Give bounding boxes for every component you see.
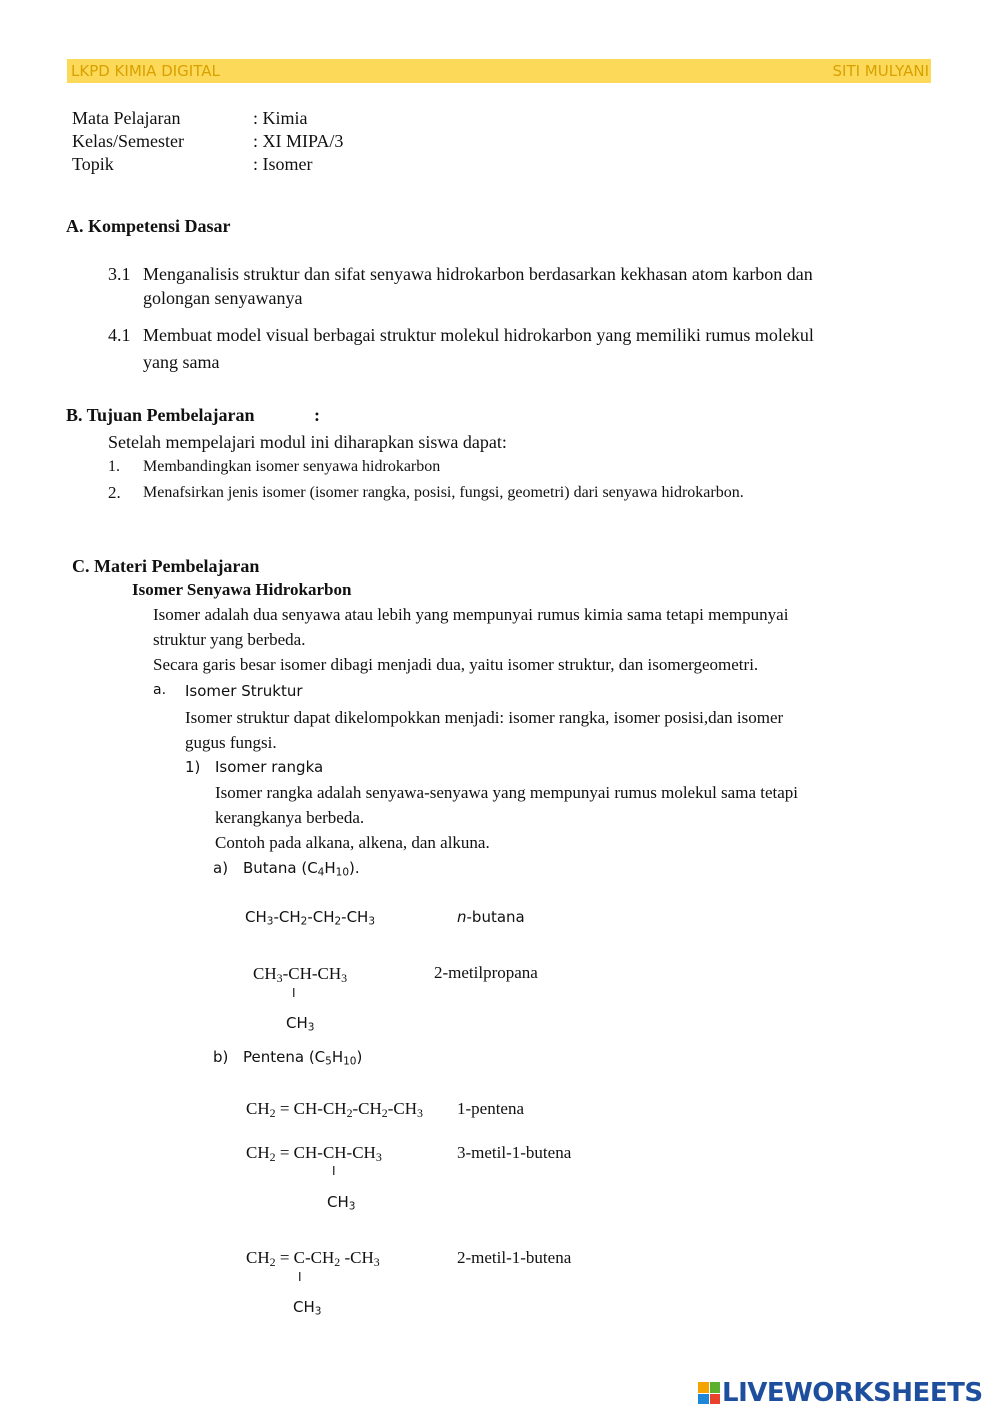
formula-2-metil-1-butena: $CH_2 = C-CH_2$ $-CH_3$ <box>246 1248 380 1269</box>
paragraph-text: Isomer adalah dua senyawa atau lebih yang mempunyai rumus kimia sama tetapi mempunyai <box>153 605 789 624</box>
info-label-class: Kelas/Semester <box>72 131 184 151</box>
formula-metilpropana: $CH_3-CH-CH_3$ <box>253 964 348 985</box>
info-value-subject: : Kimia <box>253 108 308 128</box>
example-label: b) <box>213 1048 229 1066</box>
logo-grid-icon <box>698 1382 720 1404</box>
header-author: SITI MULYANI <box>832 62 929 80</box>
section-c-title: C. Materi Pembelajaran <box>72 556 260 576</box>
compound-name: 3-metil-1-butena <box>457 1143 572 1162</box>
example-title-pentena: Pentena $(C_5H_{10})$ <box>243 1048 363 1068</box>
paragraph-text: Isomer rangka adalah senyawa-senyawa yang mempunyai rumus molekul sama tetapi <box>215 783 798 802</box>
header-title: LKPD KIMIA DIGITAL <box>71 62 220 80</box>
liveworksheets-logo[interactable] <box>698 1378 983 1408</box>
paragraph-text: Secara garis besar isomer dibagi menjadi dua, yaitu isomer struktur, dan isomergeometri. <box>153 655 759 674</box>
info-label-subject: Mata Pelajaran <box>72 108 181 128</box>
section-b-colon: : <box>314 405 320 425</box>
formula-3-metil-1-butena: $CH_2 = CH-CH-CH_3$ <box>246 1143 382 1164</box>
compound-name: 2-metil-1-butena <box>457 1248 572 1267</box>
paragraph-text: Isomer struktur dapat dikelompokkan menjadi: isomer rangka, isomer posisi,dan isomer <box>185 708 784 727</box>
kd-text: golongan senyawanya <box>143 288 303 308</box>
item-label: 1) <box>185 758 201 776</box>
info-value-topic: : Isomer <box>253 154 313 174</box>
subsection-title: Isomer Struktur <box>185 682 303 700</box>
logo-text: LIVEWORKSHEETS <box>722 1378 983 1408</box>
paragraph-text: struktur yang berbeda. <box>153 630 306 649</box>
methyl-branch: $CH_3$ <box>293 1298 322 1318</box>
info-value-class: : XI MIPA/3 <box>253 131 344 151</box>
paragraph-text: kerangkanya berbeda. <box>215 808 365 827</box>
kd-number: 4.1 <box>108 325 131 345</box>
formula-1-pentena: $CH_2 = CH-CH_2-CH_2-CH_3$ <box>246 1099 423 1120</box>
compound-name: n-butana <box>457 908 525 926</box>
item-title: Isomer rangka <box>215 758 324 776</box>
paragraph-text: Contoh pada alkana, alkena, dan alkuna. <box>215 833 490 852</box>
formula-n-butana: $CH_3-CH_2-CH_2-CH_3$ <box>245 908 376 928</box>
example-title-butana: Butana $(C_4H_{10})$. <box>243 859 360 879</box>
section-b-title: B. Tujuan Pembelajaran <box>66 405 255 425</box>
objective-intro: Setelah mempelajari modul ini diharapkan siswa dapat: <box>108 432 507 452</box>
example-label: a) <box>213 859 229 877</box>
kd-text: yang sama <box>143 352 220 372</box>
methyl-branch: $CH_3$ <box>327 1193 356 1213</box>
paragraph-text: gugus fungsi. <box>185 733 277 752</box>
bond-line: I <box>332 1164 336 1178</box>
bond-line: I <box>298 1270 302 1284</box>
kd-text: Menganalisis struktur dan sifat senyawa hidrokarbon berdasarkan kekhasan atom karbon dan <box>143 264 813 284</box>
info-label-topic: Topik <box>72 154 114 174</box>
subsection-label: a. <box>153 682 167 698</box>
kd-number: 3.1 <box>108 264 131 284</box>
bond-line: I <box>292 986 296 1000</box>
objective-number: 1. <box>108 458 120 475</box>
objective-number: 2. <box>108 483 121 502</box>
section-c-subtitle: Isomer Senyawa Hidrokarbon <box>132 580 352 599</box>
objective-text: Membandingkan isomer senyawa hidrokarbon <box>143 458 441 475</box>
compound-name: 1-pentena <box>457 1099 525 1118</box>
section-a-title: A. Kompetensi Dasar <box>66 216 231 236</box>
kd-text: Membuat model visual berbagai struktur molekul hidrokarbon yang memiliki rumus molekul <box>143 325 814 345</box>
methyl-branch: $CH_3$ <box>286 1014 315 1034</box>
objective-text: Menafsirkan jenis isomer (isomer rangka, posisi, fungsi, geometri) dari senyawa hidrokarbon. <box>143 484 744 501</box>
compound-name: 2-metilpropana <box>434 963 538 982</box>
